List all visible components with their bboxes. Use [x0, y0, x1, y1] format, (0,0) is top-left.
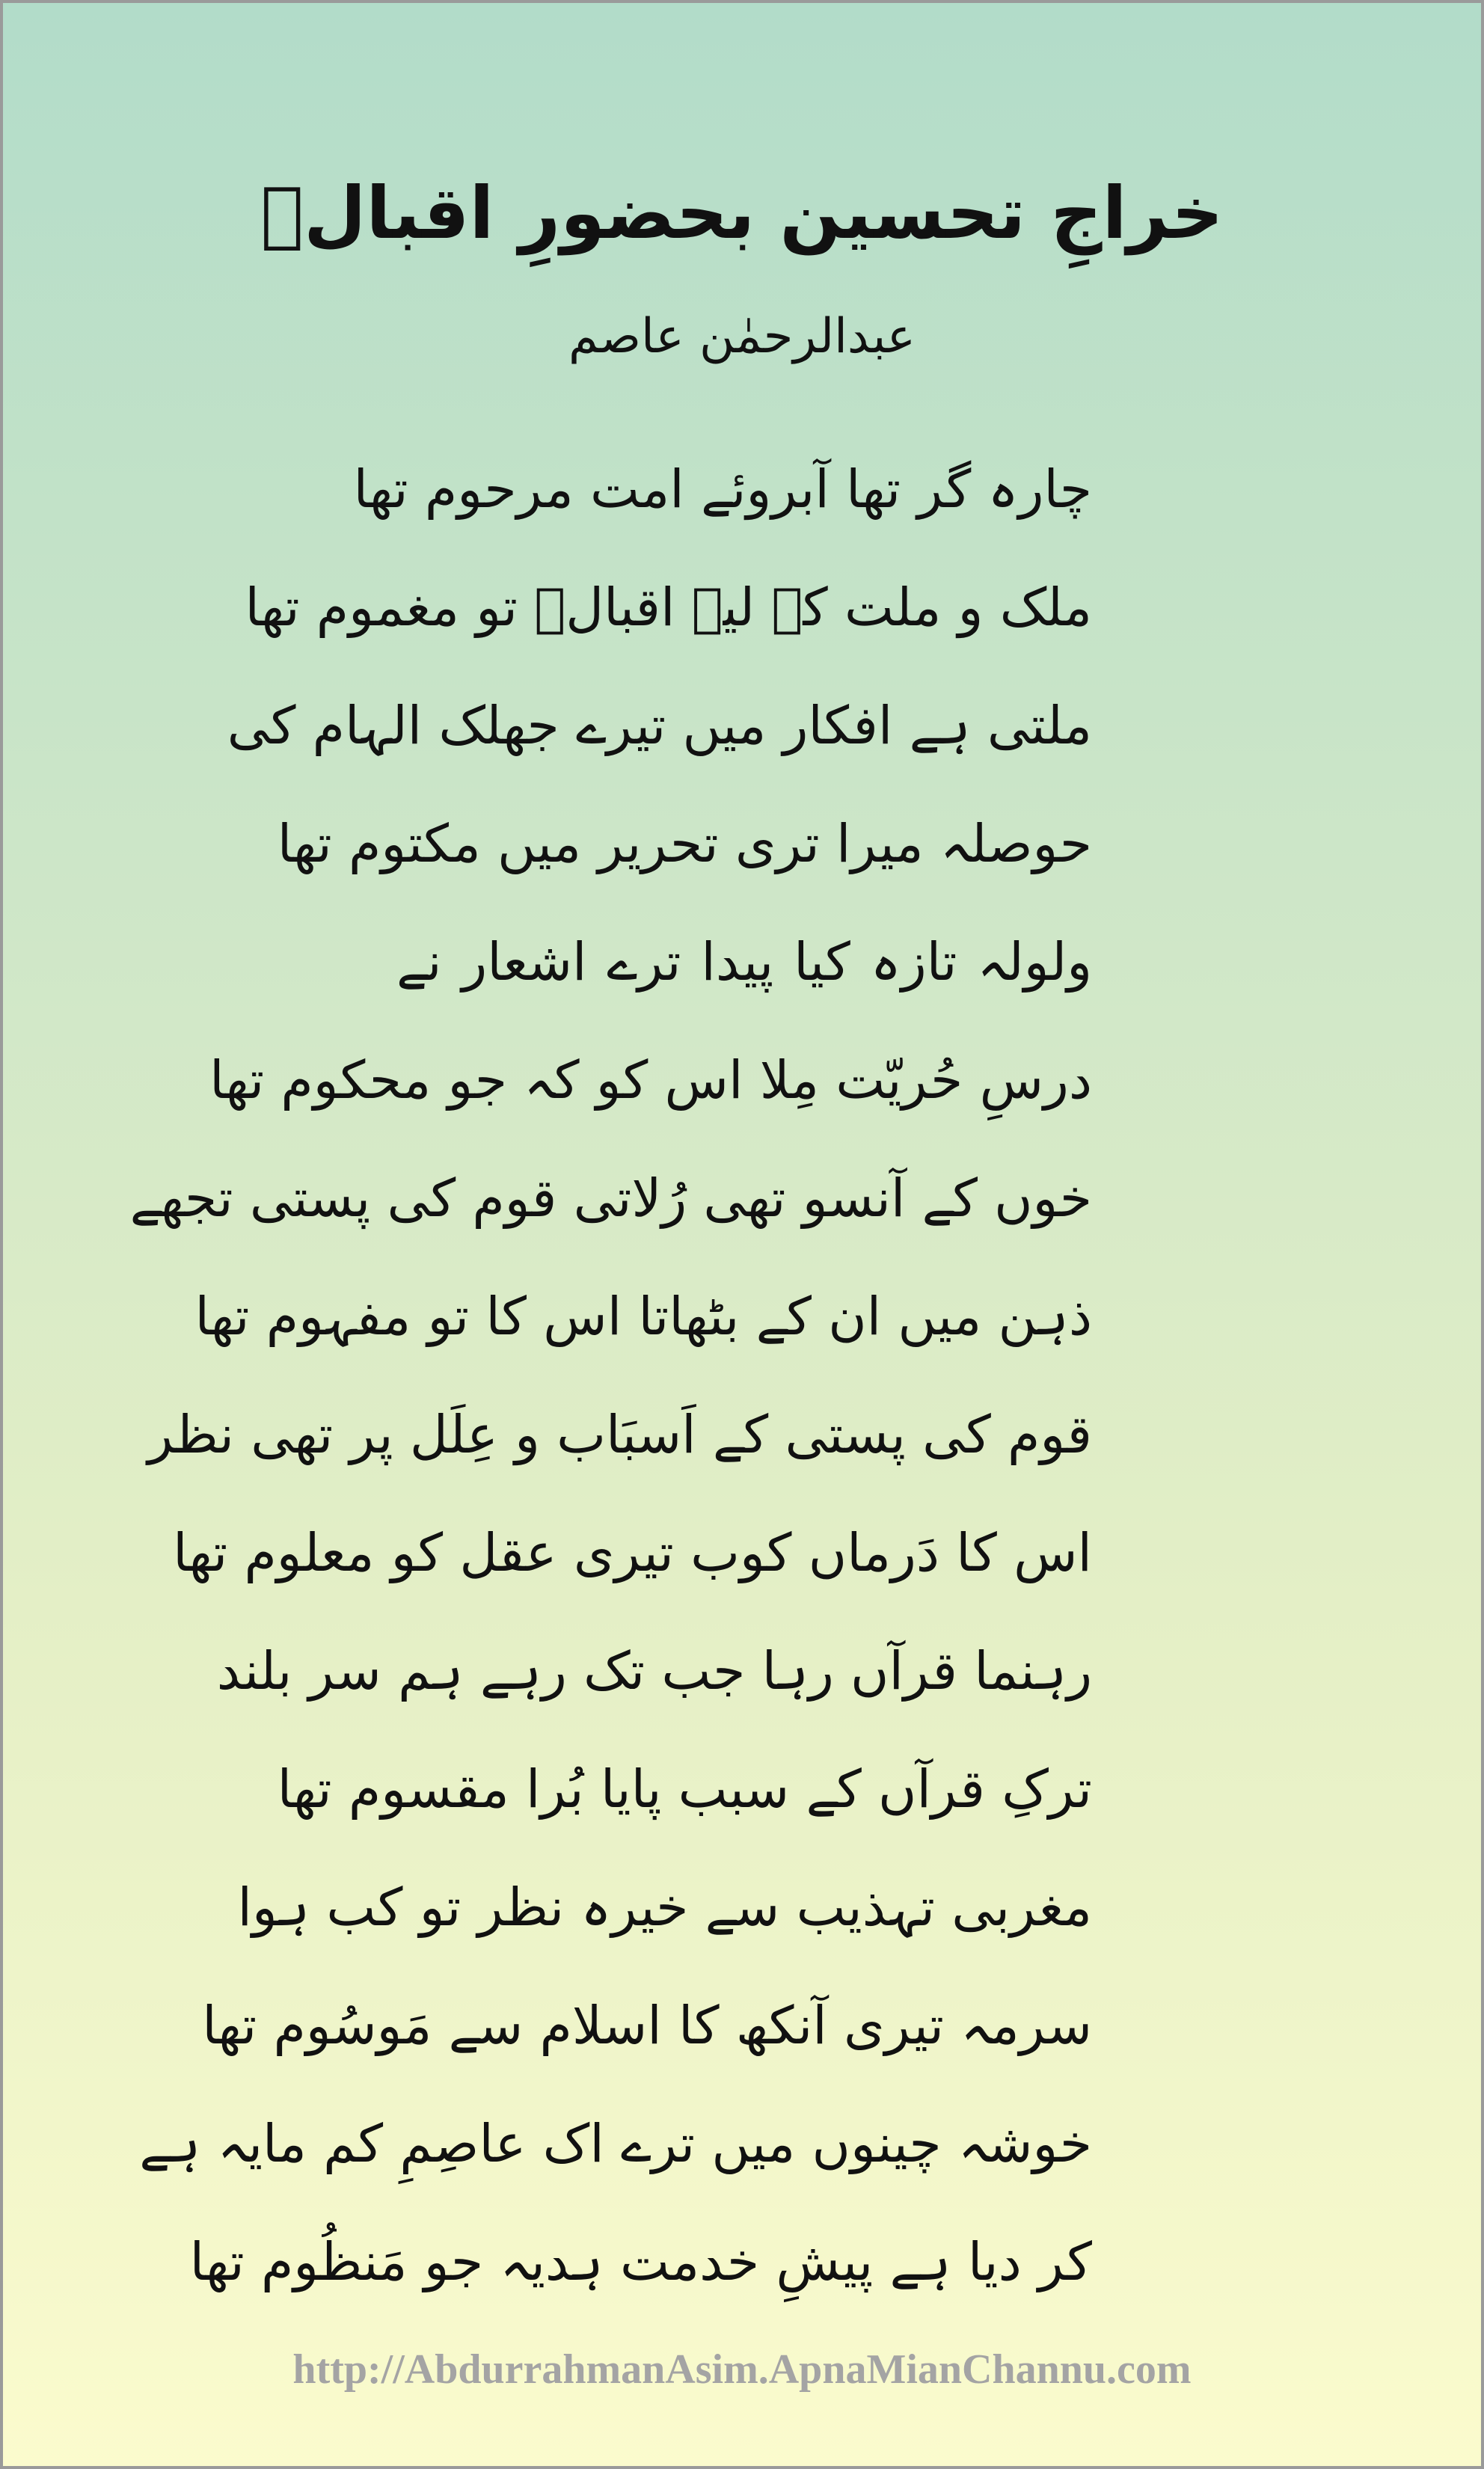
verse-line: خوں کے آنسو تھی رُلاتی قوم کی پستی تجھے	[129, 1168, 1092, 1229]
verse-line: کر دیا ہے پیشِ خدمت ہدیہ جو مَنظُوم تھا	[189, 2231, 1092, 2292]
verse-line: مغربی تہذیب سے خیرہ نظر تو کب ہوا	[237, 1877, 1092, 1938]
verse-line: سرمہ تیری آنکھ کا اسلام سے مَوسُوم تھا	[202, 1995, 1092, 2056]
verse-list	[129, 430, 1092, 2321]
verse-line: ولولہ تازہ کیا پیدا ترے اشعار نے	[396, 931, 1092, 993]
verse-line: رہنما قرآں رہا جب تک رہے ہم سر بلند	[216, 1640, 1092, 1702]
verse-line: خوشہ چینوں میں ترے اک عاصِمِ کم مایہ ہے	[139, 2113, 1092, 2174]
verse-line: ذہن میں ان کے بٹھاتا اس کا تو مفہوم تھا	[194, 1286, 1092, 1347]
verse-line: ملتی ہے افکار میں تیرے جھلک الہام کی	[227, 695, 1092, 756]
poem-title: خراجِ تحسین بحضورِ اقبالؒ	[260, 171, 1224, 255]
verse-line: چارہ گر تھا آبروئے امت مرحوم تھا	[353, 458, 1092, 520]
verse-line: ملک و ملت کے لیے اقبالؒ تو مغموم تھا	[245, 577, 1092, 638]
verse-line: ترکِ قرآں کے سبب پایا بُرا مقسوم تھا	[277, 1758, 1092, 1820]
poem-author: عبدالرحمٰن عاصم	[568, 309, 916, 364]
verse-line: اس کا دَرماں کوب تیری عقل کو معلوم تھا	[173, 1522, 1092, 1583]
verse-line: درسِ حُریّت مِلا اس کو کہ جو محکوم تھا	[209, 1049, 1092, 1111]
verse-line: حوصلہ میرا تری تحریر میں مکتوم تھا	[277, 813, 1092, 874]
website-url: http://AbdurrahmanAsim.ApnaMianChannu.com	[292, 2346, 1192, 2393]
verse-line: قوم کی پستی کے اَسبَاب و عِلَل پر تھی نظر	[147, 1404, 1092, 1465]
